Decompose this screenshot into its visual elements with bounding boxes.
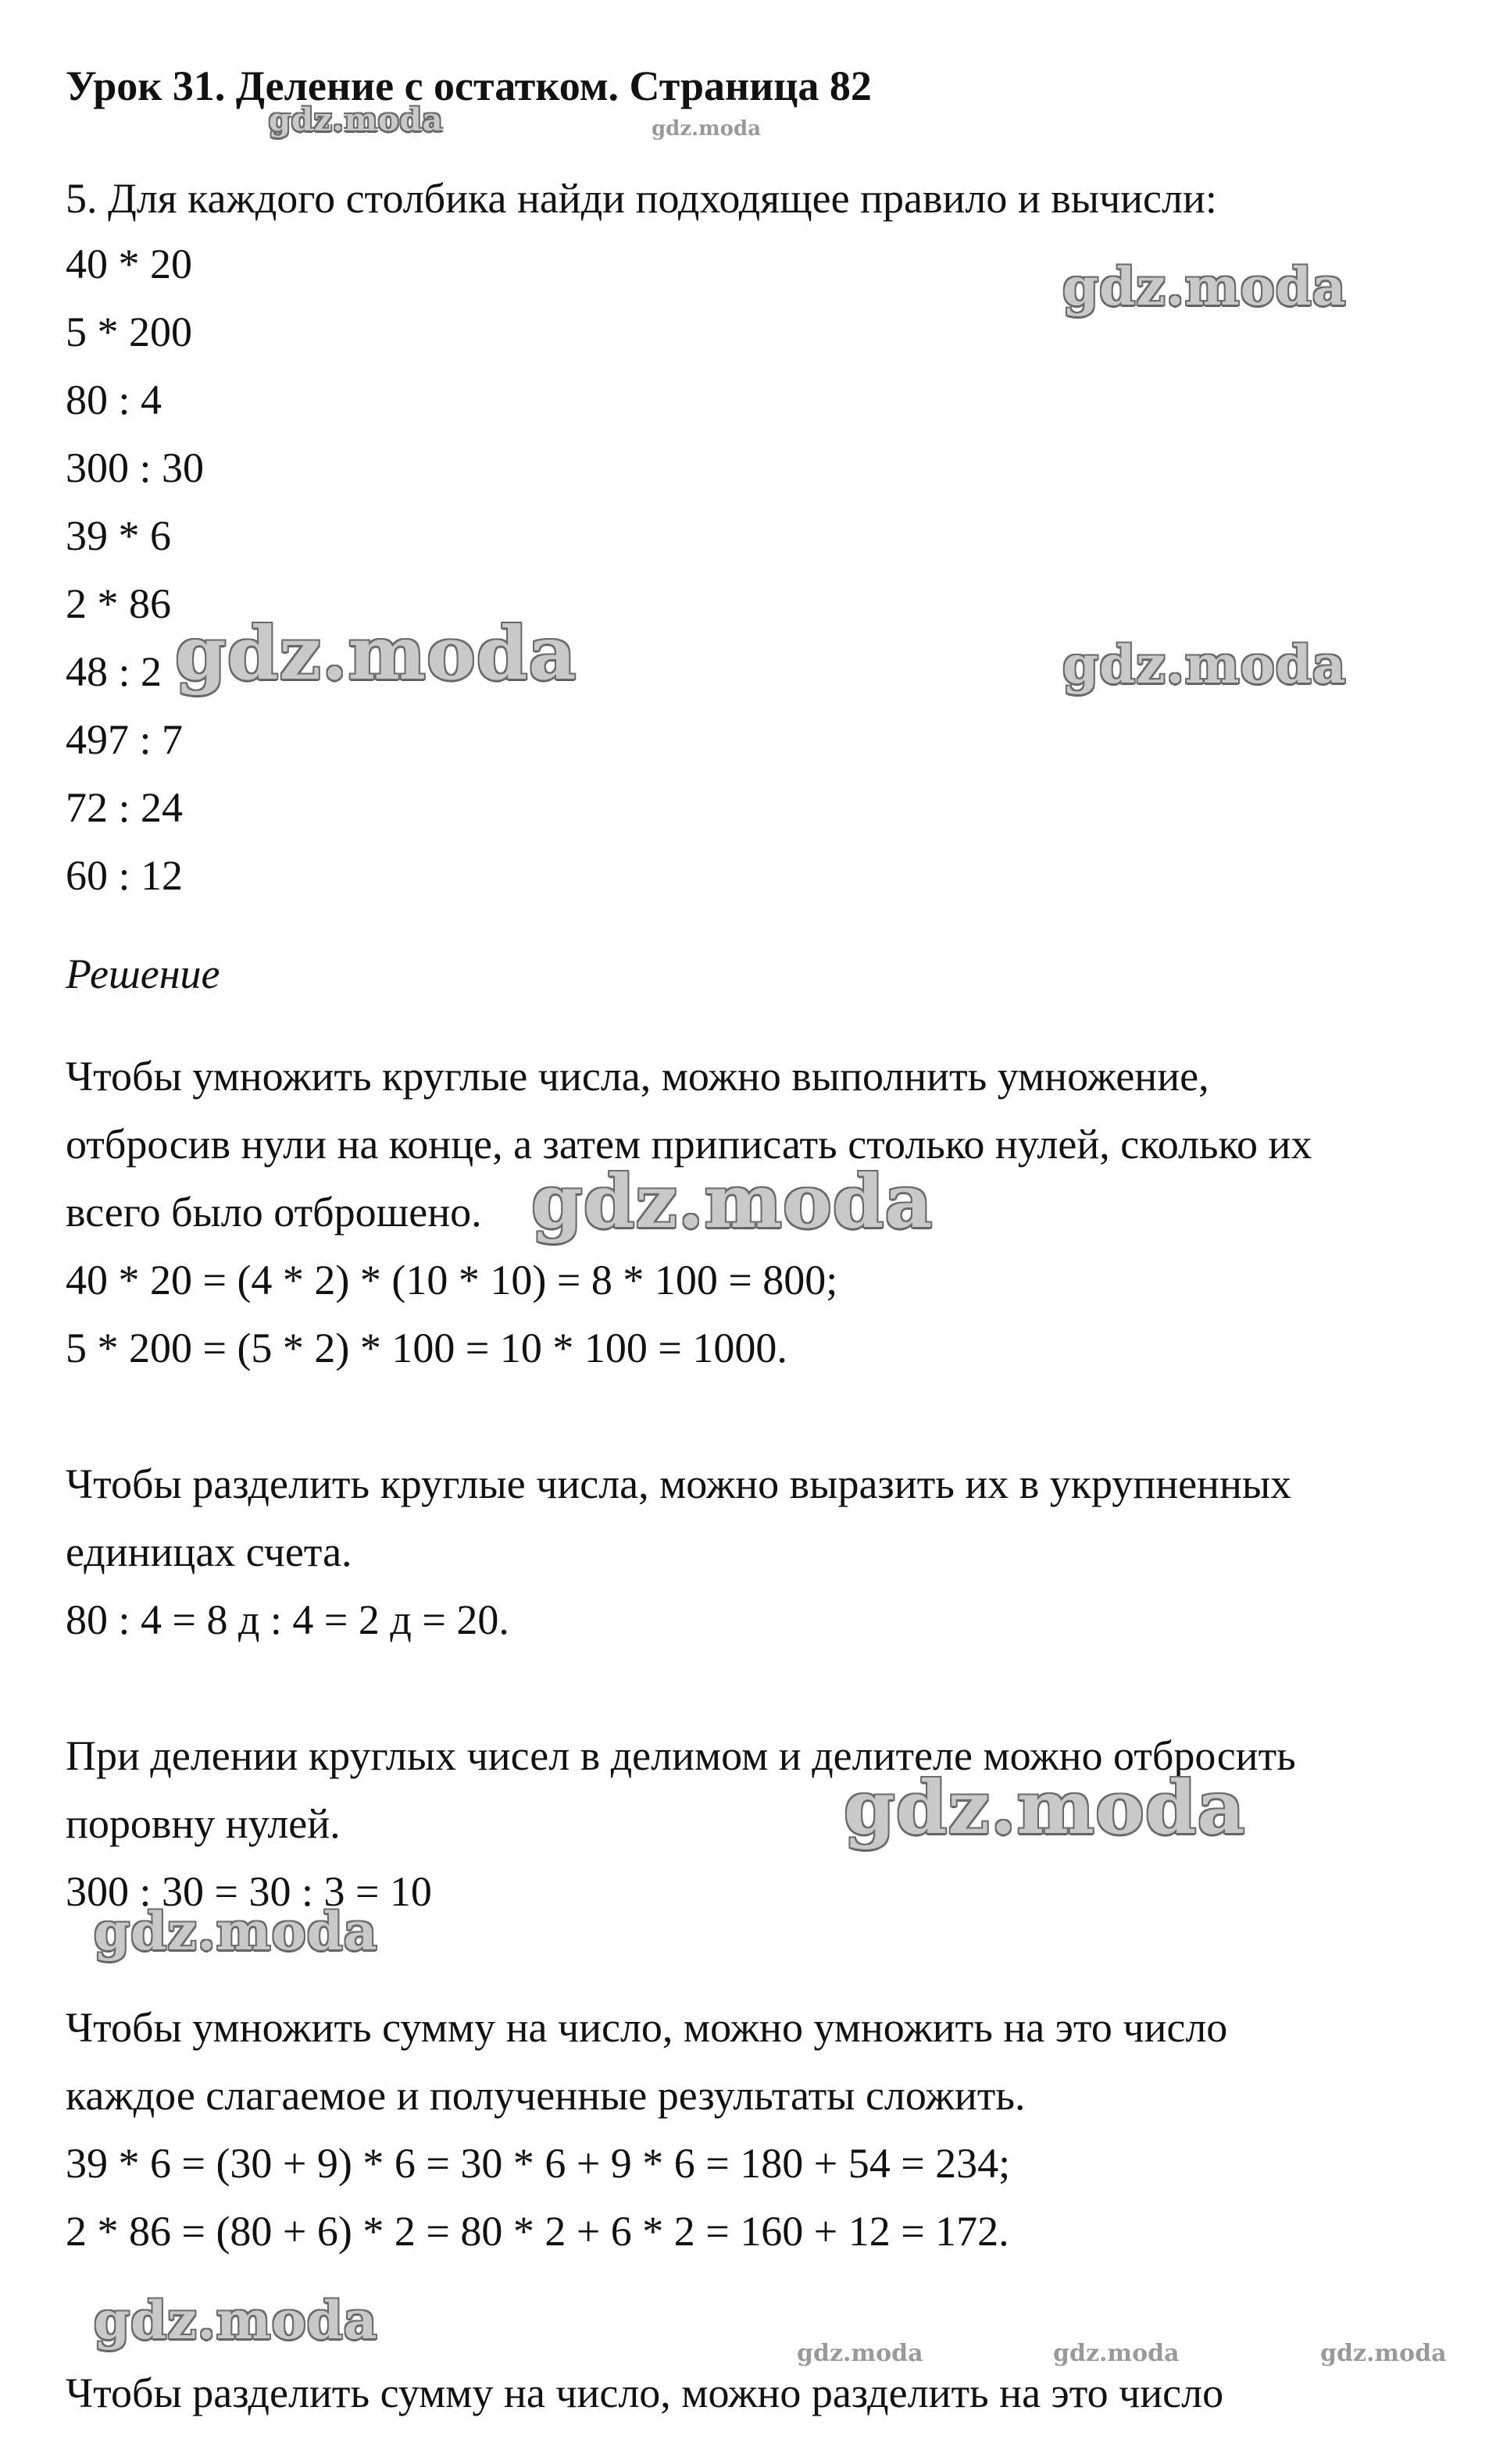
expression-10: 60 : 12: [66, 852, 184, 899]
expression-7: 48 : 2: [66, 648, 162, 695]
solution-line-4: 40 * 20 = (4 * 2) * (10 * 10) = 8 * 100 = 800;: [66, 1257, 838, 1303]
solution-label: Решение: [66, 950, 220, 997]
solution-line-6: Чтобы разделить круглые числа, можно выразить их в укрупненных: [66, 1460, 1292, 1507]
watermark: gdz.moda: [1062, 634, 1347, 695]
solution-line-8: 80 : 4 = 8 д : 4 = 2 д = 20.: [66, 1596, 509, 1643]
expression-2: 5 * 200: [66, 308, 192, 355]
solution-line-11: 300 : 30 = 30 : 3 = 10: [66, 1868, 432, 1915]
solution-line-2: отбросив нули на конце, а затем приписать столько нулей, сколько их: [66, 1121, 1312, 1168]
solution-line-13: каждое слагаемое и полученные результаты сложить.: [66, 2072, 1026, 2119]
expression-9: 72 : 24: [66, 784, 184, 831]
watermark: gdz.moda: [1053, 2340, 1180, 2367]
watermark: gdz.moda: [652, 117, 762, 141]
solution-line-14: 39 * 6 = (30 + 9) * 6 = 30 * 6 + 9 * 6 = 180 + 54 = 234;: [66, 2140, 1011, 2187]
solution-line-16: Чтобы разделить сумму на число, можно разделить на это число: [66, 2370, 1224, 2416]
expression-4: 300 : 30: [66, 444, 205, 491]
watermark: gdz.moda: [94, 2290, 378, 2351]
watermark: gdz.moda: [1062, 256, 1347, 317]
solution-line-7: единицах счета.: [66, 1528, 352, 1575]
solution-line-15: 2 * 86 = (80 + 6) * 2 = 80 * 2 + 6 * 2 = 160 + 12 = 172.: [66, 2208, 1009, 2255]
watermark: gdz.moda: [94, 1901, 378, 1962]
watermark: gdz.moda: [1320, 2340, 1447, 2367]
watermark: gdz.moda: [175, 611, 577, 697]
solution-line-12: Чтобы умножить сумму на число, можно умножить на это число: [66, 2004, 1228, 2051]
solution-line-10: поровну нулей.: [66, 1800, 341, 1847]
expression-5: 39 * 6: [66, 512, 171, 559]
watermark: gdz.moda: [531, 1159, 934, 1245]
expression-1: 40 * 20: [66, 241, 192, 287]
watermark: gdz.moda: [844, 1765, 1246, 1851]
expression-6: 2 * 86: [66, 580, 171, 627]
solution-line-3: всего было отброшено.: [66, 1189, 482, 1236]
task-text: 5. Для каждого столбика найди подходящее правило и вычисли:: [66, 175, 1217, 222]
expression-3: 80 : 4: [66, 376, 162, 423]
watermark: gdz.moda: [269, 102, 444, 138]
expression-8: 497 : 7: [66, 716, 184, 763]
page-title: Урок 31. Деление с остатком. Страница 82: [66, 62, 872, 109]
solution-line-5: 5 * 200 = (5 * 2) * 100 = 10 * 100 = 1000.: [66, 1325, 787, 1371]
solution-line-9: При делении круглых чисел в делимом и делителе можно отбросить: [66, 1732, 1296, 1779]
solution-line-1: Чтобы умножить круглые числа, можно выполнить умножение,: [66, 1053, 1209, 1100]
watermark: gdz.moda: [797, 2340, 923, 2367]
